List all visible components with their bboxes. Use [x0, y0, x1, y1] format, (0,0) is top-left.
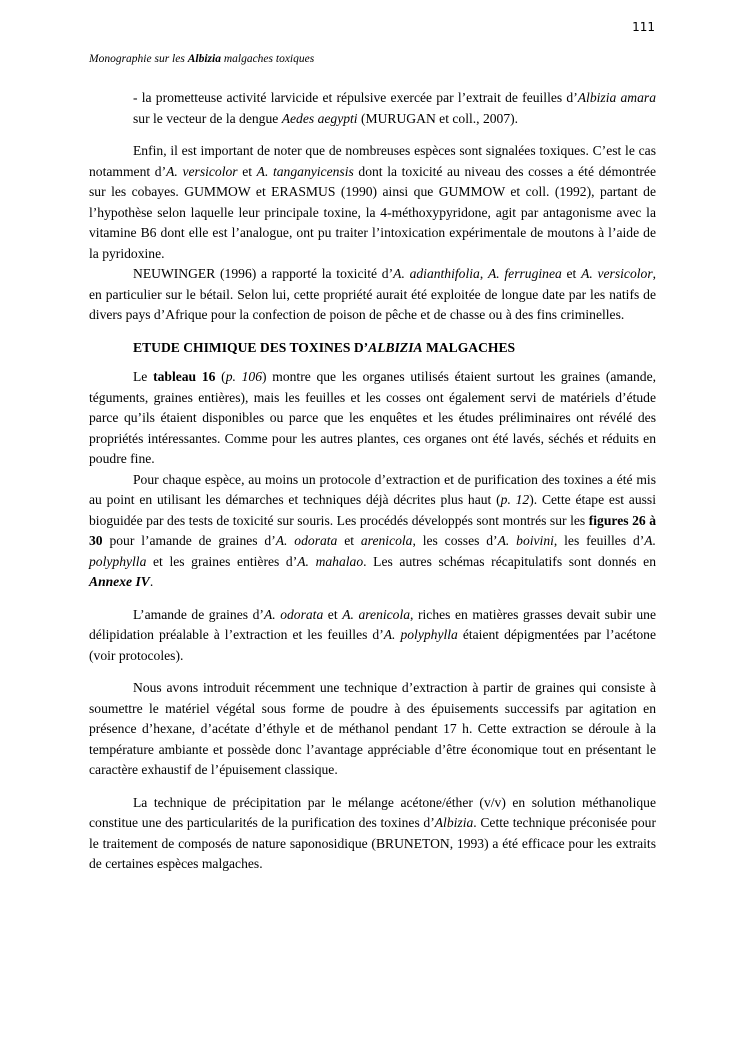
species-name: A. polyphylla	[383, 627, 458, 642]
text-run: étaient dépigmentées par l’acétone (voir protocoles).	[89, 627, 656, 663]
text-run: , en particulier sur le bétail. Selon lui, cette propriété aurait été exploitée de longue date par les natifs de divers pays d’Afrique pour la confection de poison de pêche et de chasse ou à des fins criminelles.	[89, 266, 657, 322]
text-run: Enfin, il est important de noter que de nombreuses espèces sont signalées toxiques. C’est le cas notamment d’	[89, 143, 656, 179]
page-reference: p. 106	[225, 369, 262, 384]
header-prefix: Monographie sur les	[89, 53, 188, 65]
species-name: A. ferruginea	[487, 266, 562, 281]
text-run: sur le vecteur de la dengue	[133, 110, 282, 126]
text-run: .	[149, 574, 154, 589]
paragraph-protocols	[89, 470, 656, 593]
species-name: A. mahalao	[297, 553, 364, 569]
heading-text: ETUDE CHIMIQUE DES TOXINES D’	[133, 339, 369, 355]
species-name: A. tanganyicensis	[256, 163, 354, 179]
paragraph-neuwinger	[89, 264, 656, 326]
text-run: , riches en matières grasses devait subir une délipidation préalable à l’extraction et les feuilles d’	[89, 606, 656, 642]
header-suffix: malgaches toxiques	[220, 53, 315, 65]
text-run: Nous avons introduit récemment une technique d’extraction à partir de graines qui consiste à soumettre le matériel végétal sous forme de poudre à des épuisements successifs par agitation en présence d’hexane, d’acétate d’éthyle et de méthanol pendant 17 h. Cette extraction se déroule à la température ambiante et possède donc l’avantage appréciable d’être économique tout en présentant le caractère exhaustif de l’épuisement classique.	[89, 680, 656, 777]
document-body	[89, 88, 656, 875]
text-run: , les feuilles d’	[553, 533, 645, 548]
species-name: A. odorata	[263, 606, 324, 622]
text-run: pour l’amande de graines d’	[102, 533, 276, 548]
text-run: et	[561, 266, 582, 281]
heading-text: MALGACHES	[422, 339, 516, 355]
species-name: A. versicolor	[581, 266, 653, 281]
text-run: L’amande de graines d’	[133, 606, 264, 622]
text-run: Pour chaque espèce, au moins un protocole d’extraction et de purification des toxines a été mis au point en utilisant les démarches et techniques déjà décrites plus haut (	[89, 471, 656, 507]
species-name: A. boivini	[497, 533, 554, 548]
text-run: ,	[479, 266, 488, 281]
species-name: Albizia amara	[577, 90, 656, 105]
text-run: NEUWINGER (1996) a rapporté la toxicité d’	[133, 266, 394, 281]
text-run: ) montre que les organes utilisés étaient surtout les graines (amande, téguments, graines entières), mais les feuilles et les cosses ont également servi de matériels d’étude parce qu’ils étaient disponibles ou parce que les enquêtes et les études préliminaires ont révélé des propriétés intéressantes. Comme pour les autres plantes, ces organes ont été lavés, séchés et réduits en poudre fine.	[89, 369, 657, 466]
text-run: (	[215, 369, 226, 384]
species-name: A. adianthifolia	[393, 266, 480, 281]
species-name: A. odorata	[275, 533, 338, 548]
text-run: et	[323, 606, 343, 622]
species-name: Albizia	[434, 815, 474, 830]
text-run: . Les autres schémas récapitulatifs sont donnés en	[363, 553, 656, 569]
table-reference: tableau 16	[153, 369, 216, 384]
annex-reference: Annexe IV	[89, 574, 150, 589]
paragraph-extraction	[89, 678, 656, 781]
text-run: dont la toxicité au niveau des cosses a été démontrée sur les cobayes. GUMMOW et ERASMUS (1990) ainsi que GUMMOW et coll. (1992), partant de l’hypothèse selon laquelle leur principale toxine, la 4-méthoxypyridone, agit par antagonisme avec la vitamine B6 dont elle est l’analogue, ont pu traiter l’intoxication expérimentale de moutons à l’aide de la pyridoxine.	[89, 163, 656, 261]
text-run: - la prometteuse activité larvicide et répulsive exercée par l’extrait de feuilles d’	[133, 90, 578, 105]
species-name: A. versicolor	[166, 163, 238, 179]
page-reference: p. 12	[500, 492, 530, 507]
section-heading	[89, 338, 656, 359]
species-name: A. polyphylla	[89, 533, 656, 569]
text-run: La technique de précipitation par le mélange acétone/éther (v/v) en solution méthanolique constitue une des particularités de la purification des toxines d’	[89, 794, 656, 830]
paragraph-organs	[89, 367, 656, 470]
paragraph-toxic-species	[89, 141, 656, 264]
header-genus: Albizia	[187, 53, 221, 65]
text-run: Le	[133, 369, 154, 384]
text-run: (MURUGAN et coll., 2007).	[357, 110, 519, 126]
species-name: Aedes aegypti	[281, 110, 358, 126]
heading-genus: ALBIZIA	[368, 339, 423, 355]
paragraph-delipidation	[89, 605, 656, 667]
species-name: arenicola	[360, 533, 413, 548]
text-run: , les cosses d’	[412, 533, 498, 548]
text-run: et les graines entières d’	[146, 553, 298, 569]
figure-reference: figures 26 à 30	[89, 512, 656, 548]
page-number: 111	[632, 20, 655, 34]
text-run: ). Cette étape est aussi bioguidée par des tests de toxicité sur souris. Les procédés développés sont montrés sur les	[89, 492, 656, 528]
running-header	[89, 53, 314, 65]
text-run: et	[337, 533, 361, 548]
text-run: . Cette technique préconisée pour le traitement de composés de nature saponosidique (BRUNETON, 1993) a été efficace pour les extraits de certaines espèces malgaches.	[89, 815, 656, 871]
paragraph-precipitation	[89, 793, 656, 875]
species-name: A. arenicola	[342, 606, 411, 622]
bullet-item	[89, 88, 656, 129]
text-run: et	[237, 163, 257, 179]
